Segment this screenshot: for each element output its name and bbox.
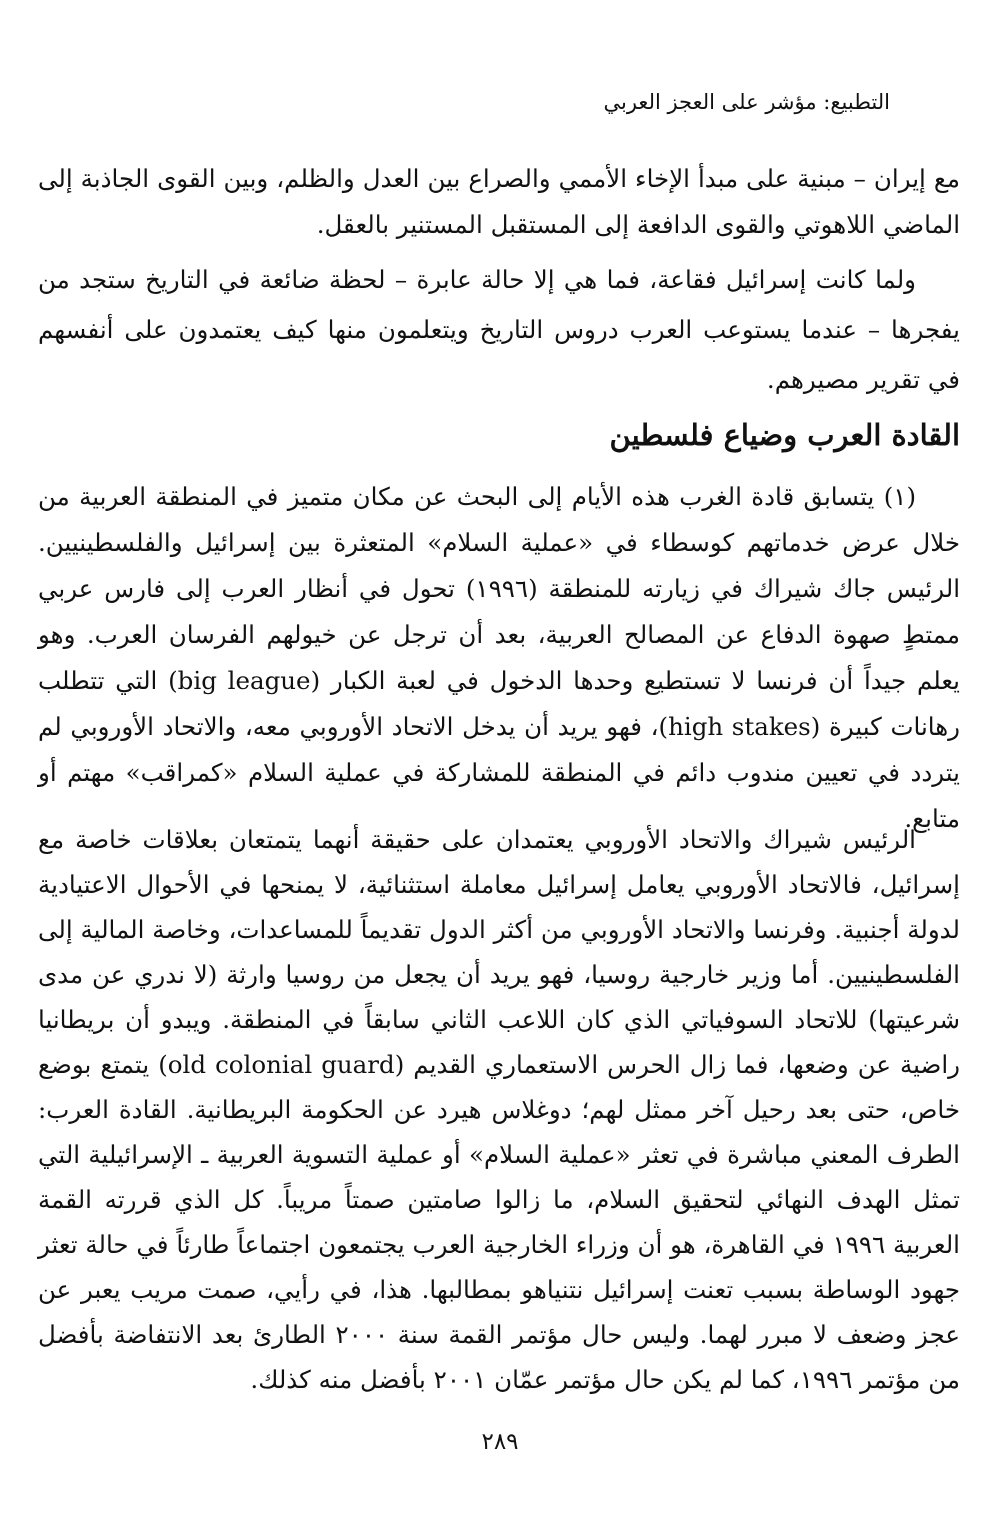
section-title: القادة العرب وضياع فلسطين (609, 418, 960, 452)
paragraph-iran-continuation: مع إيران – مبنية على مبدأ الإخاء الأممي والصراع بين العدل والظلم، وبين القوى الجاذبة إلى الماضي اللاهوتي والقوى الدافعة إلى المستقبل المستنير بالعقل. (38, 164, 960, 239)
running-header: التطبيع: مؤشر على العجز العربي (603, 90, 890, 114)
paragraph-chirac-eu: الرئيس شيراك والاتحاد الأوروبي يعتمدان على حقيقة أنهما يتمتعان بعلاقات خاصة مع إسرائيل، فالاتحاد الأوروبي يعامل إسرائيل معاملة استثنائية، لا يمنحها في الأحوال الاعتيادية لدولة أجنبية. وفرنسا والاتحاد الأوروبي من أكثر الدول تقديماً للمساعدات، وخاصة المالية إلى الفلسطينيين. أما وزير خارجية روسيا، فهو يريد أن يجعل من روسيا وارثة (لا ندري عن مدى شرعيتها) للاتحاد السوفياتي الذي كان اللاعب الثاني سابقاً في المنطقة. ويبدو أن بريطانيا راضية عن وضعها، فما زال الحرس الاستعماري القديم (old colonial guard) يتمتع بوضع خاص، حتى بعد رحيل آخر ممثل لهم؛ دوغلاس هيرد عن الحكومة البريطانية. القادة العرب: الطرف المعني مباشرة في تعثر «عملية السلام» أو عملية التسوية العربية ـ الإسرائيلية التي تمثل الهدف النهائي لتحقيق السلام، ما زالوا صامتين صمتاً مريباً. كل الذي قررته القمة العربية ١٩٩٦ في القاهرة، هو أن وزراء الخارجية العرب يجتمعون اجتماعاً طارئاً في حالة تعثر جهود الوساطة بسبب تعنت إسرائيل نتنياهو بمطالبها. هذا، في رأيي، صمت مريب يعبر عن عجز وضعف لا مبرر لهما. وليس حال مؤتمر القمة سنة ٢٠٠٠ الطارئ بعد الانتفاضة بأفضل من مؤتمر ١٩٩٦، كما لم يكن حال مؤتمر عمّان ٢٠٠١ بأفضل منه كذلك. (38, 825, 961, 1394)
page-number: ٢٨٩ (481, 1429, 519, 1455)
paragraph-israel-bubble: ولما كانت إسرائيل فقاعة، فما هي إلا حالة عابرة – لحظة ضائعة في التاريخ ستجد من يفجرها – عندما يستوعب العرب دروس التاريخ ويتعلمون منها كيف يعتمدون على أنفسهم في تقرير مصيرهم. (38, 265, 960, 394)
paragraph-western-leaders: (١) يتسابق قادة الغرب هذه الأيام إلى البحث عن مكان متميز في المنطقة العربية من خلال عرض خدماتهم كوسطاء في «عملية السلام» المتعثرة بين إسرائيل والفلسطينيين. الرئيس جاك شيراك في زيارته للمنطقة (١٩٩٦) تحول في أنظار العرب إلى فارس عربي ممتطٍ صهوة الدفاع عن المصالح العربية، بعد أن ترجل عن خيولهم الفرسان العرب. وهو يعلم جيداً أن فرنسا لا تستطيع وحدها الدخول في لعبة الكبار (big league) التي تتطلب رهانات كبيرة (high stakes)، فهو يريد أن يدخل الاتحاد الأوروبي معه، والاتحاد الأوروبي لم يتردد في تعيين مندوب دائم في المنطقة للمشاركة في عملية السلام «كمراقب» مهتم أو متابع. (38, 482, 961, 833)
